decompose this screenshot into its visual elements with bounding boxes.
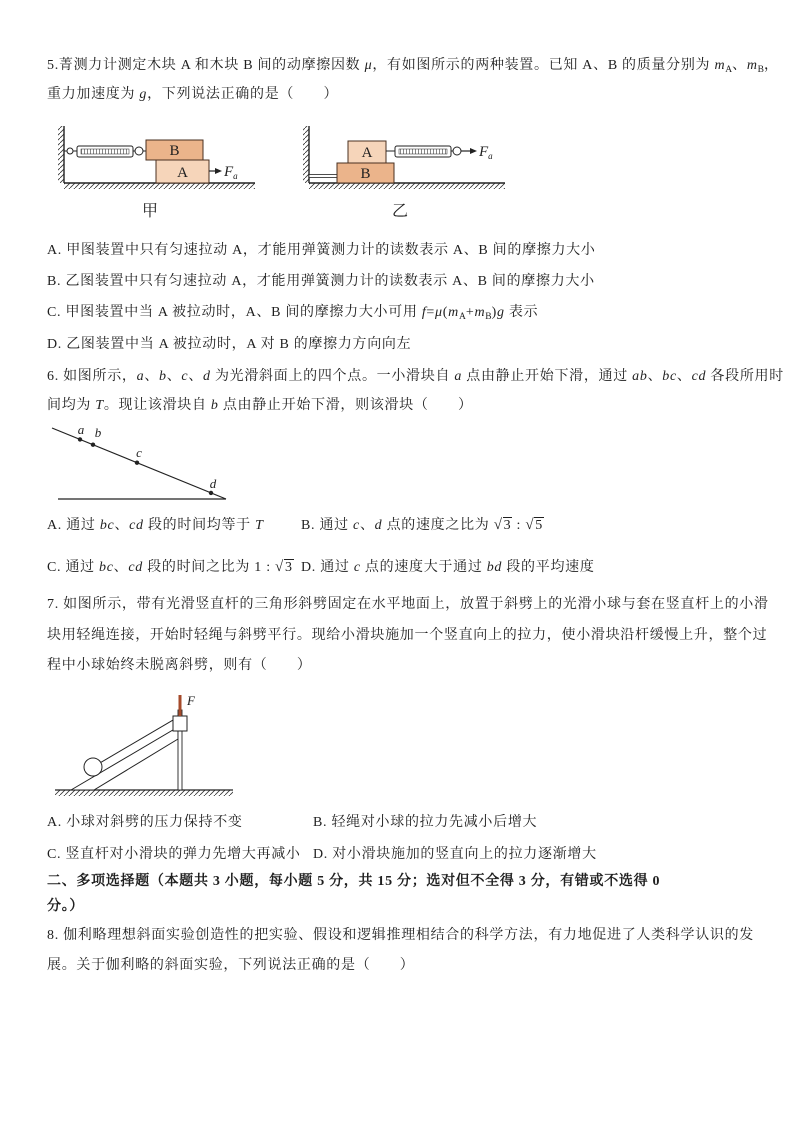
text-run: 、 (676, 369, 692, 384)
text-run: 点的速度大于通过 (360, 560, 487, 575)
point-a-label: a (77, 422, 85, 437)
ball (84, 758, 102, 776)
text-run: 点由静止开始下滑，通过 (462, 369, 633, 384)
italic-variable: d (374, 518, 383, 533)
text-run: D. 通过 (301, 560, 354, 575)
italic-variable: m (746, 58, 758, 73)
italic-variable: T (95, 398, 104, 413)
q6-stem-line-2 (47, 396, 473, 416)
text-run: ， (764, 58, 779, 73)
text-run: 点由静止开始下滑，则该滑块（ ） (218, 398, 473, 413)
italic-variable: c (353, 560, 361, 575)
text-run: 、 (732, 58, 747, 73)
text-run: 段的时间之比为 1 : (143, 560, 275, 575)
wall-hatching (303, 126, 309, 183)
text-run: ，有如图所示的两种装置。已知 A、B 的质量分别为 (372, 58, 715, 73)
q7-stem-line-3: 程中小球始终未脱离斜劈，则有（ ） (47, 658, 312, 673)
subscript: A (725, 65, 733, 75)
q6-option-c[interactable] (47, 558, 294, 578)
ground-hatching (309, 183, 505, 189)
point-d-label: d (209, 476, 217, 491)
text-run: 6. 如图所示， (47, 369, 137, 384)
italic-variable: c (353, 518, 360, 533)
q5-option-c[interactable] (47, 303, 538, 327)
radicand: 3 (503, 518, 512, 533)
q7-stem-line-2: 块用轻绳连接，开始时轻绳与斜劈平行。现给小滑块施加一个竖直向上的拉力，使小滑块沿杆缓慢上升，整个过 (47, 628, 768, 643)
force-arrowhead (470, 148, 477, 154)
italic-variable: cd (129, 518, 144, 533)
text-run: 、 (113, 560, 129, 575)
point-d (209, 491, 213, 495)
text-run: ( (442, 305, 449, 320)
wall-hatching (58, 126, 64, 183)
point-c-label: c (136, 445, 142, 460)
text-run: 重力加速度为 (47, 87, 140, 102)
force-arrowhead (215, 168, 222, 174)
q5-option-a[interactable]: A. 甲图装置中只有匀速拉动 A，才能用弹簧测力计的读数表示 A、B 间的摩擦力大小 (47, 243, 596, 258)
text-run: 表示 (504, 305, 539, 320)
text-run: C. 甲图装置中当 A 被拉动时，A、B 间的摩擦力大小可用 (47, 305, 422, 320)
ground-hatching (55, 790, 233, 796)
section-2-heading-line-2: 分。） (47, 899, 85, 914)
text-run: 段的时间均等于 (143, 518, 256, 533)
force-label: F (187, 693, 195, 708)
text-run: 各段所用时 (706, 369, 784, 384)
text-run: + (465, 305, 475, 320)
q7-figure-wedge (50, 690, 240, 800)
q7-option-a[interactable]: A. 小球对斜劈的压力保持不变 (47, 815, 243, 830)
q7-option-b[interactable]: B. 轻绳对小球的拉力先减小后增大 (313, 815, 538, 830)
block-a-label: A (177, 165, 188, 181)
italic-variable: b (210, 398, 219, 413)
q7-stem-line-1: 7. 如图所示，带有光滑竖直杆的三角形斜劈固定在水平地面上，放置于斜劈上的光滑小球与套在竖直杆上的小滑 (47, 597, 769, 612)
q5-figure-jia (50, 118, 265, 200)
italic-variable: bc (99, 518, 115, 533)
text-run: 5.菁测力计测定木块 A 和木块 B 间的动摩擦因数 (47, 58, 365, 73)
radical-sign: √ (493, 517, 503, 533)
text-run: = (426, 305, 436, 320)
q7-option-d[interactable]: D. 对小滑块施加的竖直向上的拉力逐渐增大 (313, 847, 597, 862)
italic-variable: m (474, 305, 486, 320)
q6-figure-incline (45, 420, 240, 505)
point-b (91, 443, 95, 447)
italic-variable: d (203, 369, 211, 384)
q8-stem-line-1: 8. 伽利略理想斜面实验创造性的把实验、假设和逻辑推理相结合的科学方法，有力地促进了人类科学认识的发 (47, 928, 754, 943)
italic-variable: bc (662, 369, 677, 384)
text-run: 、 (144, 369, 160, 384)
text-run: 点的速度之比为 (382, 518, 494, 533)
subscript: B (757, 65, 765, 75)
italic-variable: f (421, 305, 427, 320)
text-run: 为光滑斜面上的四个点。一小滑块自 (210, 369, 455, 384)
q5-stem-line-2 (47, 85, 338, 105)
q7-option-c[interactable]: C. 竖直杆对小滑块的弹力先增大再减小 (47, 847, 301, 862)
subscript: A (458, 312, 466, 322)
text-run: 。现让该滑块自 (103, 398, 211, 413)
q6-option-b[interactable] (301, 516, 544, 536)
square-root (494, 516, 513, 535)
italic-variable: b (159, 369, 167, 384)
text-run: 、 (166, 369, 182, 384)
figure-caption-yi: 乙 (391, 203, 409, 220)
text-run: B. 通过 (301, 518, 354, 533)
q5-stem-line-1 (47, 56, 779, 80)
text-run: ，下列说法正确的是（ ） (147, 87, 339, 102)
tether-to-wall (309, 175, 337, 178)
q8-stem-line-2: 展。关于伽利略的斜面实验，下列说法正确的是（ ） (47, 958, 415, 973)
spring-scale (64, 146, 146, 157)
force-label: $F_a$ (479, 144, 493, 161)
italic-variable: ab (632, 369, 648, 384)
italic-variable: bc (99, 560, 114, 575)
q6-option-a[interactable] (47, 516, 264, 536)
text-run: 、 (114, 518, 130, 533)
italic-variable: T (255, 518, 264, 533)
text-run: 间均为 (47, 398, 96, 413)
radicand: 5 (535, 518, 543, 533)
point-b-label: b (94, 425, 102, 440)
text-run: : (512, 518, 526, 533)
figure-caption-jia: 甲 (141, 203, 159, 220)
ground-hatching (64, 183, 255, 189)
force-label: $F_a$ (224, 164, 238, 181)
italic-variable: m (714, 58, 726, 73)
italic-variable: c (181, 369, 189, 384)
block-a-label: A (361, 145, 373, 161)
block-b-label: B (360, 166, 371, 182)
text-run: C. 通过 (47, 560, 100, 575)
slider-block (173, 716, 187, 731)
q6-stem-line-1 (47, 367, 784, 387)
block-b-label: B (169, 143, 180, 159)
subscript: B (485, 312, 492, 322)
section-2-heading-line-1: 二、多项选择题（本题共 3 小题，每小题 5 分，共 15 分；选对但不全得 3 分，有错或不选得 0 (47, 874, 661, 889)
radical-sign: √ (525, 517, 535, 533)
italic-variable: bd (486, 560, 503, 575)
text-run: 、 (647, 369, 663, 384)
text-run: 、 (188, 369, 204, 384)
radical-sign: √ (275, 559, 284, 575)
italic-variable: g (139, 87, 148, 102)
italic-variable: μ (435, 305, 443, 320)
italic-variable: cd (128, 560, 143, 575)
spring-scale (386, 146, 471, 157)
point-a (78, 437, 82, 441)
q5-option-b[interactable]: B. 乙图装置中只有匀速拉动 A，才能用弹簧测力计的读数表示 A、B 间的摩擦力大小 (47, 274, 595, 289)
radicand: 3 (284, 560, 293, 575)
text-run: 段的平均速度 (502, 560, 595, 575)
square-root (275, 558, 294, 577)
q5-figure-yi (300, 118, 515, 200)
italic-variable: μ (364, 58, 373, 73)
italic-variable: a (454, 369, 463, 384)
q5-option-d[interactable]: D. 乙图装置中当 A 被拉动时，A 对 B 的摩擦力方向向左 (47, 337, 412, 352)
wedge (71, 727, 178, 790)
text-run: A. 通过 (47, 518, 100, 533)
text-run: 、 (359, 518, 375, 533)
italic-variable: m (448, 305, 459, 320)
italic-variable: g (496, 305, 505, 320)
italic-variable: a (136, 369, 145, 384)
text-run: ) (491, 305, 497, 320)
point-c (135, 461, 139, 465)
square-root (525, 516, 544, 535)
q6-option-d[interactable] (301, 558, 595, 578)
italic-variable: cd (691, 369, 707, 384)
